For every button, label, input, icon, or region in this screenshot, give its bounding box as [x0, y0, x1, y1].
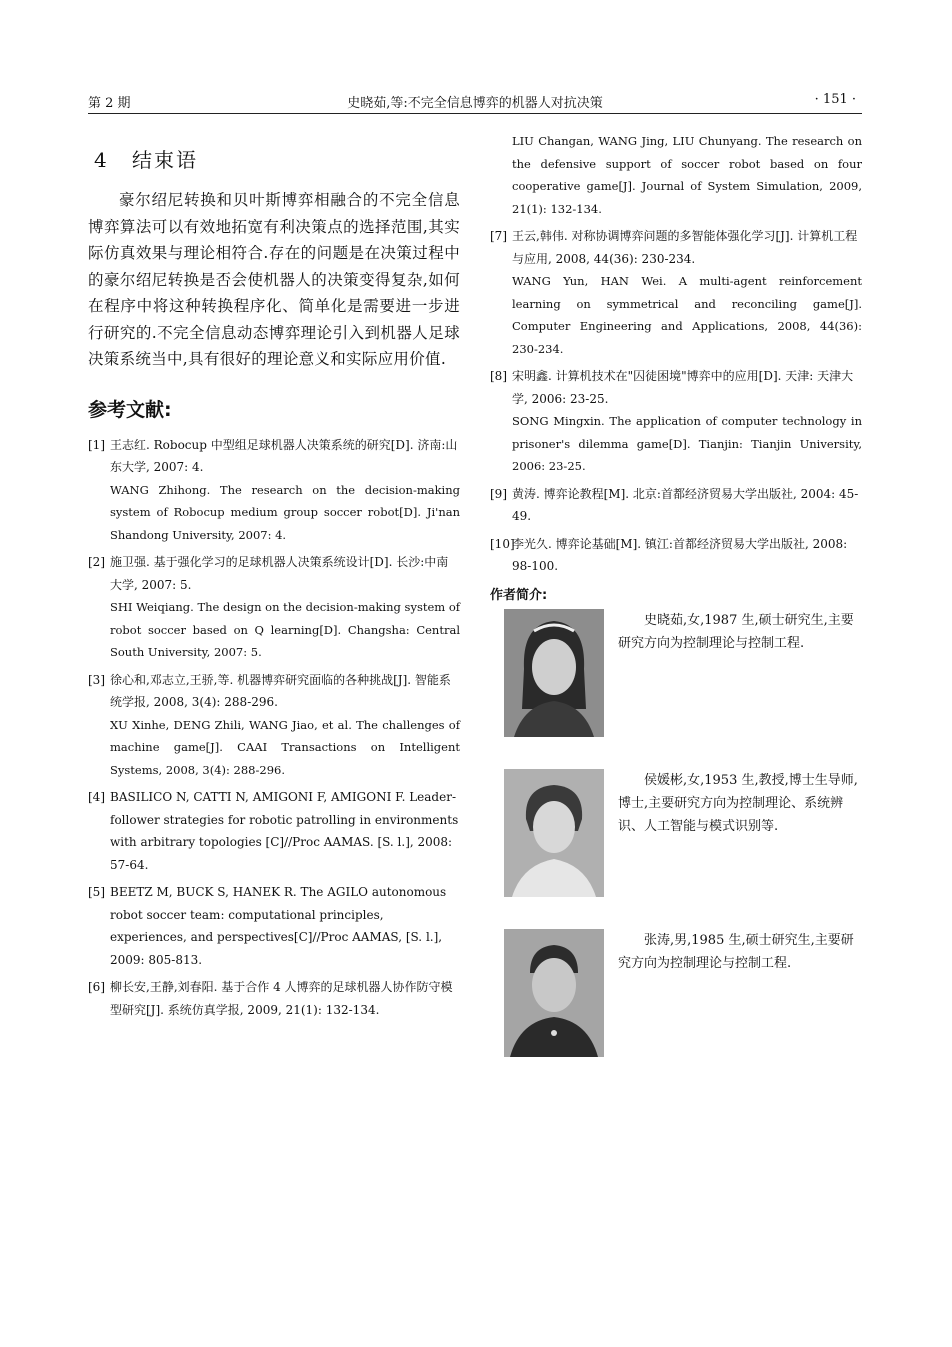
reference-8 [490, 365, 862, 478]
reference-en: XU Xinhe, DENG Zhili, WANG Jiao, et al. The challenges of machine game[J]. CAAI Transactions on Intelligent Systems, 2008, 3(4): 288-296. [110, 717, 460, 777]
authors-heading: 作者简介: [490, 587, 548, 603]
reference-label: [4] [88, 790, 105, 804]
section-heading [88, 144, 460, 173]
reference-label: [8] [490, 369, 507, 383]
author-1 [490, 609, 862, 769]
author-photo [504, 769, 604, 897]
reference-4 [88, 786, 460, 876]
reference-cn: 王志红. Robocup 中型组足球机器人决策系统的研究[D]. 济南:山东大学, 2007: 4. [110, 437, 458, 474]
reference-label: [6] [88, 980, 105, 994]
reference-cn: 李光久. 博弈论基础[M]. 镇江:首都经济贸易大学出版社, 2008: 98-100. [512, 536, 848, 573]
right-column [490, 130, 862, 1089]
issue-label: 第 2 期 [88, 96, 131, 111]
running-header [88, 92, 862, 114]
author-bio: 史晓茹,女,1987 生,硕士研究生,主要研究方向为控制理论与控制工程. [618, 612, 854, 651]
author-2 [490, 769, 862, 929]
reference-3 [88, 669, 460, 782]
author-bio: 张涛,男,1985 生,硕士研究生,主要研究方向为控制理论与控制工程. [618, 932, 854, 971]
reference-cn: 宋明鑫. 计算机技术在"囚徒困境"博弈中的应用[D]. 天津: 天津大学, 2006: 23-25. [512, 369, 854, 406]
conclusion-paragraph: 豪尔绍尼转换和贝叶斯博弈相融合的不完全信息博弈算法可以有效地拓宽有利决策点的选择范围,其实际仿真效果与理论相符合.存在的问题是在决策过程中的豪尔绍尼转换是否会使机器人的决策变得复杂,如何在程序中将这种转换程序化、简单化是需要进一步进行研究的.不完全信息动态博弈理论引入到机器人足球决策系统当中,具有很好的理论意义和实际应用价值. [88, 191, 460, 368]
reference-9 [490, 483, 862, 528]
reference-cn: 施卫强. 基于强化学习的足球机器人决策系统设计[D]. 长沙:中南大学, 2007: 5. [110, 555, 449, 592]
reference-en: WANG Yun, HAN Wei. A multi-agent reinforcement learning on symmetrical and reconciling game[J]. Computer Engineering and Applications, 2008, 44(36): 230-234. [512, 274, 862, 356]
section-title: 结束语 [132, 148, 198, 172]
header-rule [88, 113, 862, 114]
portrait-image [504, 609, 604, 737]
author-photo [504, 609, 604, 737]
reference-cn: 徐心和,邓志立,王骄,等. 机器博弈研究面临的各种挑战[J]. 智能系统学报, 2008, 3(4): 288-296. [110, 672, 451, 709]
reference-2 [88, 551, 460, 664]
reference-label: [3] [88, 672, 105, 687]
reference-en: LIU Changan, WANG Jing, LIU Chunyang. The research on the defensive support of soccer robot based on four cooperative game[J]. Journal of System Simulation, 2009, 21(1): 132-134. [512, 134, 862, 216]
reference-en: SHI Weiqiang. The design on the decision-making system of robot soccer based on Q learning[D]. Changsha: Central South University, 2007: 5. [110, 600, 461, 659]
reference-cn: 柳长安,王静,刘春阳. 基于合作 4 人博弈的足球机器人协作防守模型研究[J]. 系统仿真学报, 2009, 21(1): 132-134. [110, 980, 453, 1017]
references-heading: 参考文献: [88, 398, 172, 421]
reference-cn: BEETZ M, BUCK S, HANEK R. The AGILO autonomous robot soccer team: computational principles, experiences, and perspectives[C]//Proc AAMAS, [S. l.], 2009: 805-813. [110, 885, 447, 967]
reference-cn: 黄涛. 博弈论教程[M]. 北京:首都经济贸易大学出版社, 2004: 45-49. [512, 486, 859, 523]
reference-en: WANG Zhihong. The research on the decision-making system of Robocup medium group soccer robot[D]. Ji'nan Shandong University, 2007: 4. [110, 482, 460, 542]
section-number: 4 [94, 148, 109, 172]
reference-label: [7] [490, 229, 507, 243]
reference-cn: BASILICO N, CATTI N, AMIGONI F, AMIGONI F. Leader-follower strategies for robotic patrolling in environments with arbitrary topologies [C]//Proc AAMAS. [S. l.], 2008: 57-64. [110, 790, 459, 872]
author-photo [504, 929, 604, 1057]
reference-en: SONG Mingxin. The application of computer technology in prisoner's dilemma game[D]. Tianjin: Tianjin University, 2006: 23-25. [512, 414, 862, 473]
running-title: 史晓茹,等:不完全信息博弈的机器人对抗决策 [347, 96, 603, 111]
left-column [88, 140, 460, 1026]
reference-label: [2] [88, 555, 105, 569]
reference-6-continued [490, 130, 862, 220]
reference-cn: 王云,韩伟. 对称协调博弈问题的多智能体强化学习[J]. 计算机工程与应用, 2008, 44(36): 230-234. [512, 229, 858, 266]
reference-10 [490, 533, 862, 578]
author-bio: 侯媛彬,女,1953 生,教授,博士生导师,博士,主要研究方向为控制理论、系统辨识、人工智能与模式识别等. [618, 772, 858, 834]
reference-label: [5] [88, 885, 105, 899]
author-3 [490, 929, 862, 1089]
reference-7 [490, 225, 862, 360]
reference-label: [9] [490, 486, 507, 501]
portrait-image [504, 769, 604, 897]
reference-label: [1] [88, 437, 105, 452]
reference-label: [10] [490, 536, 515, 551]
page-number: · 151 · [814, 92, 856, 107]
reference-6 [88, 976, 460, 1021]
portrait-image [504, 929, 604, 1057]
reference-1 [88, 434, 460, 547]
reference-5 [88, 881, 460, 971]
